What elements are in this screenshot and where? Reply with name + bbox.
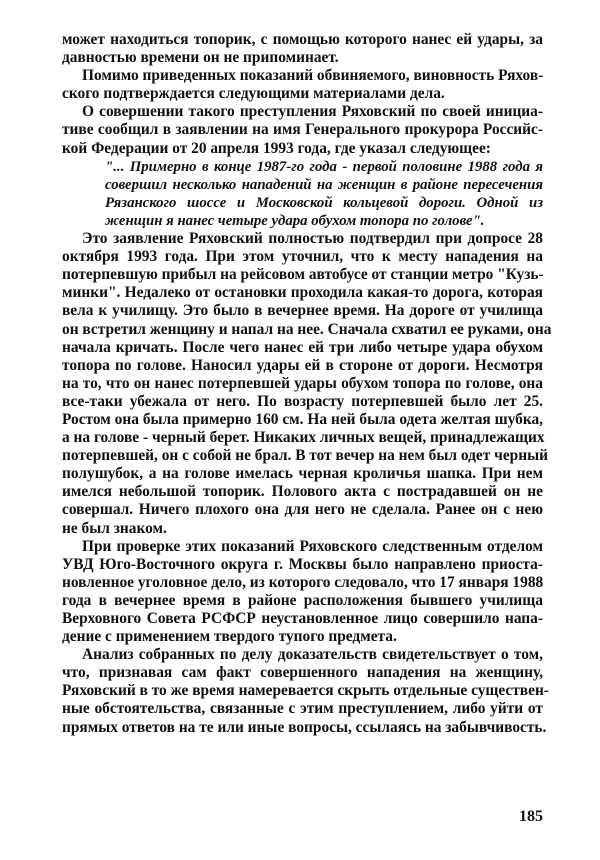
text-line: Анализ собранных по делу доказательств свидетельствует о том, — [82, 646, 543, 664]
text-line: УВД Юго-Восточного округа г. Москвы было направлено приоста- — [62, 555, 543, 573]
text-line: имелся небольшой топорик. Полового акта с пострадавшей он не — [62, 483, 543, 501]
quote-paragraph — [62, 158, 543, 230]
text-line: ные обстоятельства, связанные с этим преступлением, либо уйти от — [62, 700, 543, 718]
paragraph — [62, 538, 543, 647]
text-line: совершал. Ничего плохого она для него не сделала. Ранее он с нею — [62, 501, 543, 519]
text-line: не был знаком. — [62, 519, 167, 537]
paragraph — [62, 646, 549, 736]
text-line: все-таки убежала от него. По возрасту потерпевшей было лет 25. — [62, 392, 543, 410]
text-line: новленное уголовное дело, из которого следовало, что 17 января 1988 — [62, 573, 544, 591]
text-line: минки". Недалеко от остановки проходила какая-то дорога, которая — [62, 284, 543, 302]
text-line: женщин я нанес четыре удара обухом топора по голове". — [105, 212, 485, 229]
text-line: полушубок, а на голове имелась черная кроличья шапка. При нем — [62, 465, 543, 483]
text-line: потерпевшую прибыл на рейсовом автобусе от станции метро "Кузь- — [62, 266, 544, 284]
paragraph — [62, 31, 543, 67]
text-line: топора по голове. Наносил удары ей в стороне от дороги. Несмотря — [62, 356, 543, 374]
page-body — [62, 31, 552, 737]
text-line: а на голове - черный берет. Никаких личных вещей, принадлежащих — [62, 429, 545, 447]
page-number: 185 — [519, 808, 543, 825]
text-line: совершил несколько нападений на женщин в районе пересечения — [105, 176, 543, 193]
text-line: кой Федерации от 20 апреля 1993 года, где указал следующее: — [62, 139, 491, 157]
text-line: года в вечернее время в районе расположения бывшего училища — [62, 591, 543, 609]
paragraph — [62, 67, 543, 103]
text-line: прямых ответов на те или иные вопросы, ссылаясь на забывчивость. — [62, 718, 547, 736]
text-line: потерпевшей, он с собой не брал. В тот вечер на нем был одет черный — [62, 447, 548, 465]
text-line: вела к училищу. Это было в вечернее время. На дороге от училища — [62, 302, 543, 320]
paragraph — [62, 103, 543, 157]
text-line: Ростом она была примерно 160 см. На ней была одета желтая шубка, — [62, 410, 543, 428]
text-line: давностью времени он не припоминает. — [62, 49, 339, 67]
text-line: Верховного Совета РСФСР неустановленное лицо совершило напа- — [62, 610, 543, 627]
text-line: октября 1993 года. При этом уточнил, что к месту нападения на — [62, 248, 543, 266]
paragraph — [62, 230, 552, 538]
text-line: "... Примерно в конце 1987-го года - первой половине 1988 года я — [105, 158, 543, 175]
text-line: Рязанского шоссе и Московской кольцевой дороги. Одной из — [105, 194, 543, 211]
text-line: Помимо приведенных показаний обвиняемого, виновность Ряхов- — [82, 67, 544, 85]
text-line: он встретил женщину и напал на нее. Сначала схватил ее руками, она — [62, 320, 552, 338]
text-line: дение с применением твердого тупого предмета. — [62, 628, 397, 646]
text-line: может находиться топорик, с помощью которого нанес ей удары, за — [62, 31, 543, 48]
text-line: Ряховский в то же время намеревается скрыть отдельные существен- — [62, 682, 549, 700]
text-line: ского подтверждается следующими материалами дела. — [62, 85, 445, 103]
text-line: что, признавая сам факт совершенного нападения на женщину, — [62, 664, 543, 682]
text-line: тиве сообщил в заявлении на имя Генерального прокурора Российс- — [62, 121, 543, 139]
text-line: начала кричать. После чего нанес ей три либо четыре удара обухом — [62, 338, 543, 356]
text-line: При проверке этих показаний Ряховского следственным отделом — [82, 537, 543, 555]
text-line: О совершении такого преступления Ряховский по своей инициа- — [82, 103, 543, 121]
text-line: на то, что он нанес потерпевшей удары обухом топора по голове, она — [62, 374, 543, 392]
text-line: Это заявление Ряховский полностью подтвердил при допросе 28 — [82, 230, 543, 248]
